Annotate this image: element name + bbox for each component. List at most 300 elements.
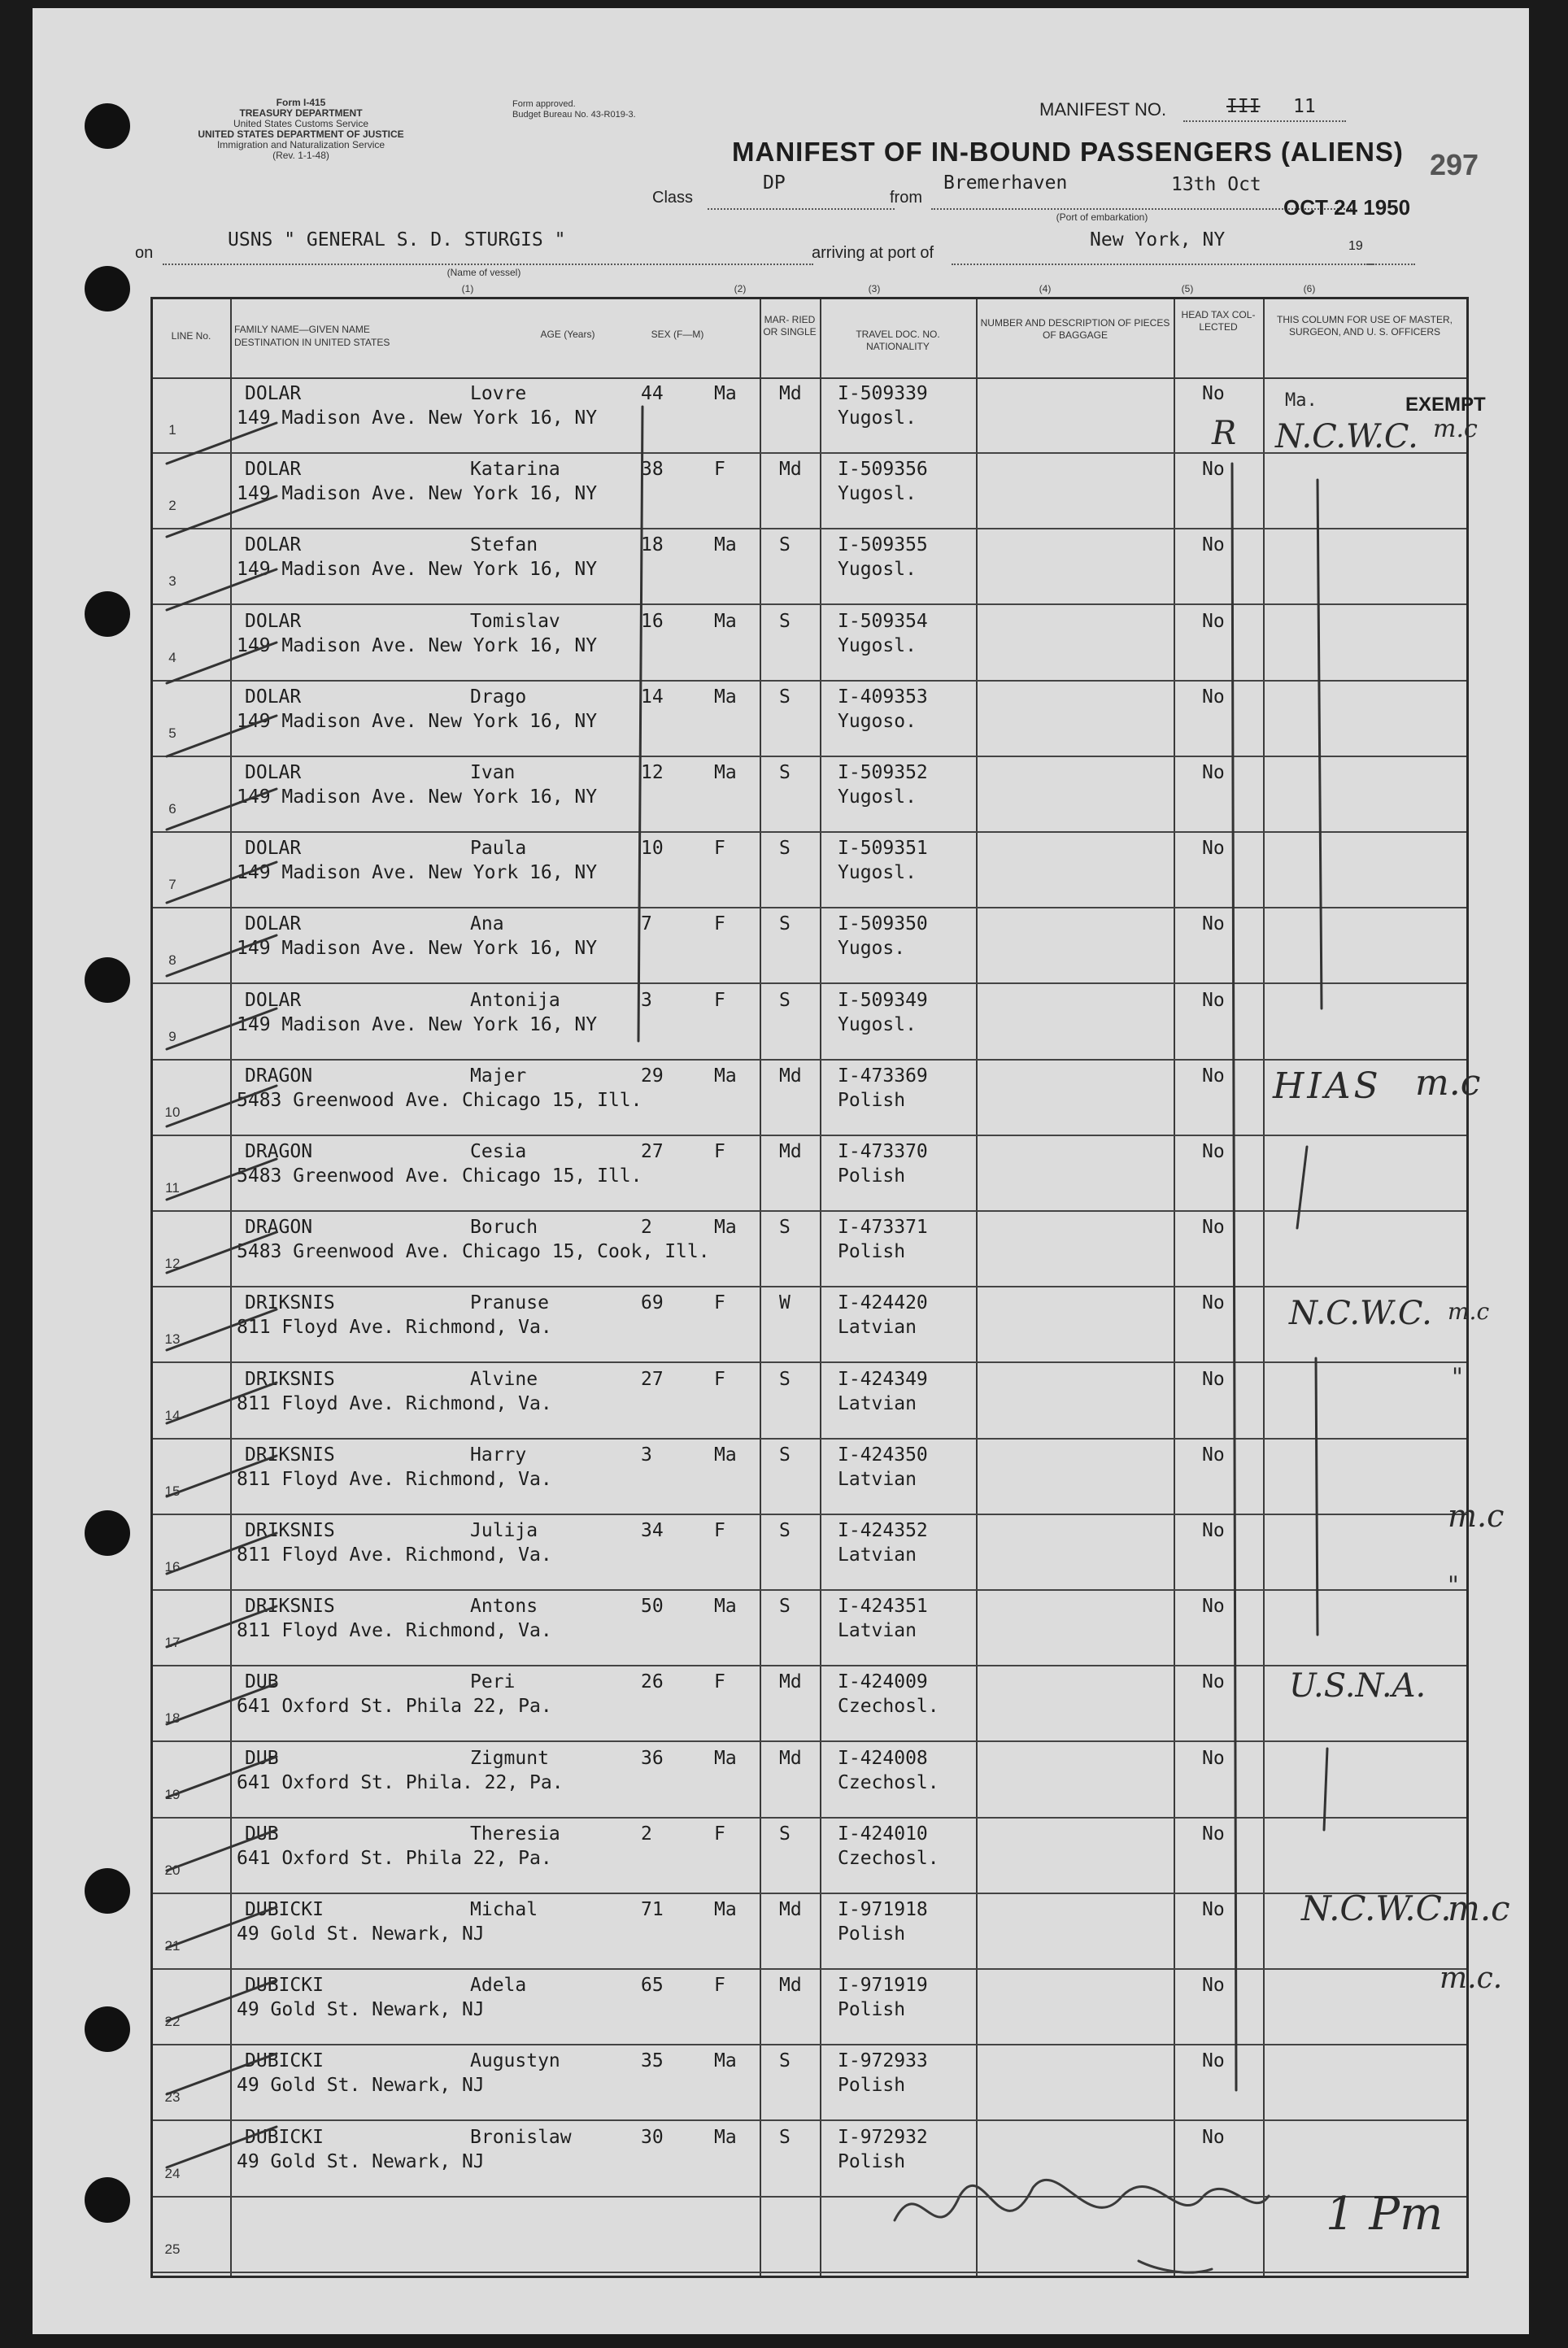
family-name: DRIKSNIS xyxy=(245,1292,335,1314)
destination-address: 149 Madison Ave. New York 16, NY xyxy=(237,862,598,884)
head-tax: No xyxy=(1202,1217,1225,1239)
vessel-caption: (Name of vessel) xyxy=(446,267,521,278)
destination-address: 811 Floyd Ave. Richmond, Va. xyxy=(237,1620,552,1642)
hdr-line: LINE No. xyxy=(171,330,211,342)
head-tax: No xyxy=(1202,913,1225,935)
sex-cell: Ma xyxy=(714,1065,737,1087)
note-ditto-2: " xyxy=(1448,1571,1459,1600)
travel-doc-number: I-473369 xyxy=(838,1065,928,1087)
page-number-stamp: 297 xyxy=(1430,148,1479,181)
manifest-page xyxy=(33,8,1529,2334)
year-prefix: 19 xyxy=(1348,239,1363,253)
head-tax: No xyxy=(1202,610,1225,632)
line-number: 11 xyxy=(165,1180,180,1196)
head-tax: No xyxy=(1202,762,1225,783)
travel-doc-number: I-424009 xyxy=(838,1671,928,1693)
sex-cell: Ma xyxy=(714,1596,737,1618)
line-number: 17 xyxy=(164,1635,181,1651)
budget-bureau: Budget Bureau No. 43-R019-3. xyxy=(512,110,636,120)
age-cell: 50 xyxy=(641,1596,664,1618)
line-number: 19 xyxy=(164,1786,181,1802)
age-cell: 12 xyxy=(641,762,664,783)
sex-cell: Ma xyxy=(714,1899,737,1920)
line-number: 23 xyxy=(164,2089,181,2106)
manifest-no-struck: III xyxy=(1226,96,1261,117)
family-name: DUBICKI xyxy=(245,1899,324,1920)
given-name: Zigmunt xyxy=(470,1747,549,1769)
destination-address: 49 Gold St. Newark, NJ xyxy=(237,2150,485,2172)
sex-cell: F xyxy=(714,1823,725,1845)
travel-doc-number: I-424008 xyxy=(838,1747,928,1769)
age-cell: 16 xyxy=(641,610,664,632)
destination-address: 811 Floyd Ave. Richmond, Va. xyxy=(237,1544,552,1566)
nationality: Yugosl. xyxy=(838,483,917,505)
marital-status: Md xyxy=(779,459,802,481)
given-name: Paula xyxy=(470,838,527,860)
head-tax: No xyxy=(1202,534,1225,556)
nationality: Latvian xyxy=(838,1620,917,1642)
head-tax: No xyxy=(1202,1368,1225,1390)
note-mc-5: m.c xyxy=(1448,1888,1510,1928)
col-num-2: (2) xyxy=(734,283,747,294)
arrival-port: New York, NY xyxy=(1090,229,1226,250)
given-name: Peri xyxy=(470,1671,516,1693)
marital-status: S xyxy=(779,1368,791,1390)
line-number: 3 xyxy=(168,573,176,590)
destination-address: 149 Madison Ave. New York 16, NY xyxy=(237,786,598,808)
given-name: Cesia xyxy=(470,1141,527,1162)
given-name: Katarina xyxy=(470,459,560,481)
destination-address: 149 Madison Ave. New York 16, NY xyxy=(237,634,598,656)
given-name: Ana xyxy=(470,913,504,935)
nationality: Yugosl. xyxy=(838,1013,917,1035)
given-name: Tomislav xyxy=(470,610,560,632)
treasury-dept: TREASURY DEPARTMENT xyxy=(239,107,363,119)
family-name: DRIKSNIS xyxy=(245,1444,335,1466)
family-name: DOLAR xyxy=(245,989,302,1011)
sex-cell: F xyxy=(714,1292,725,1314)
col-num-1: (1) xyxy=(461,283,474,294)
age-cell: 2 xyxy=(641,1217,652,1239)
head-tax: No xyxy=(1202,838,1225,860)
destination-address: 641 Oxford St. Phila 22, Pa. xyxy=(237,1696,552,1718)
destination-address: 5483 Greenwood Ave. Chicago 15, Cook, Ill. xyxy=(237,1241,710,1263)
destination-address: 49 Gold St. Newark, NJ xyxy=(237,1999,485,2021)
exempt-stamp: EXEMPT xyxy=(1405,394,1486,416)
sex-cell: Ma xyxy=(714,1747,737,1769)
sex-cell: Ma xyxy=(714,2050,737,2072)
family-name: DUBICKI xyxy=(245,2050,324,2072)
travel-doc-number: I-424420 xyxy=(838,1292,928,1314)
sex-cell: F xyxy=(714,913,725,935)
pen-marks xyxy=(33,8,1529,2334)
age-cell: 36 xyxy=(641,1747,664,1769)
line-number: 5 xyxy=(168,725,176,741)
travel-doc-number: I-509351 xyxy=(838,838,928,860)
given-name: Pranuse xyxy=(470,1292,549,1314)
nationality: Czechosl. xyxy=(838,1696,939,1718)
destination-address: 149 Madison Ave. New York 16, NY xyxy=(237,407,598,429)
given-name: Adela xyxy=(470,1975,527,1997)
travel-doc-number: I-424350 xyxy=(838,1444,928,1466)
line-number: 13 xyxy=(164,1331,181,1348)
line-number: 10 xyxy=(164,1104,181,1120)
head-tax: No xyxy=(1202,989,1225,1011)
family-name: DRIKSNIS xyxy=(245,1368,335,1390)
sex-cell: F xyxy=(714,1141,725,1162)
nationality: Czechosl. xyxy=(838,1771,939,1793)
age-cell: 10 xyxy=(641,838,664,860)
head-tax: No xyxy=(1202,1671,1225,1693)
col-num-6: (6) xyxy=(1303,283,1316,294)
family-name: DRAGON xyxy=(245,1065,313,1087)
on-label: on xyxy=(135,244,154,262)
destination-address: 5483 Greenwood Ave. Chicago 15, Ill. xyxy=(237,1089,642,1111)
age-cell: 27 xyxy=(641,1141,664,1162)
destination-address: 811 Floyd Ave. Richmond, Va. xyxy=(237,1468,552,1490)
travel-doc-number: I-971918 xyxy=(838,1899,928,1920)
destination-address: 811 Floyd Ave. Richmond, Va. xyxy=(237,1317,552,1339)
travel-doc-number: I-509339 xyxy=(838,383,928,404)
head-tax: No xyxy=(1202,1292,1225,1314)
given-name: Julija xyxy=(470,1520,538,1541)
age-cell: 65 xyxy=(641,1975,664,1997)
hdr-baggage: NUMBER AND DESCRIPTION OF PIECES OF BAGGAGE xyxy=(980,317,1170,341)
line-number: 22 xyxy=(164,2014,181,2030)
destination-address: 149 Madison Ave. New York 16, NY xyxy=(237,1013,598,1035)
family-name: DRIKSNIS xyxy=(245,1520,335,1541)
note-mc-3: m.c xyxy=(1448,1298,1490,1325)
given-name: Alvine xyxy=(470,1368,538,1390)
age-cell: 30 xyxy=(641,2126,664,2148)
head-tax: No xyxy=(1202,1141,1225,1162)
family-name: DRAGON xyxy=(245,1141,313,1162)
line-number: 20 xyxy=(164,1862,181,1878)
note-usna: U.S.N.A. xyxy=(1289,1667,1426,1705)
age-cell: 69 xyxy=(641,1292,664,1314)
line-number: 2 xyxy=(168,498,176,514)
nationality: Polish xyxy=(838,1923,906,1945)
marital-status: S xyxy=(779,1444,791,1466)
nationality: Yugosl. xyxy=(838,634,917,656)
marital-status: S xyxy=(779,989,791,1011)
travel-doc-number: I-424352 xyxy=(838,1520,928,1541)
from-label: from xyxy=(890,189,922,207)
age-cell: 7 xyxy=(641,913,652,935)
nationality: Polish xyxy=(838,1089,906,1111)
nationality: Polish xyxy=(838,1165,906,1187)
note-hias: HIAS xyxy=(1273,1065,1382,1107)
sex-cell: Ma xyxy=(714,610,737,632)
family-name: DOLAR xyxy=(245,838,302,860)
marital-status: S xyxy=(779,1823,791,1845)
hdr-officers: THIS COLUMN FOR USE OF MASTER, SURGEON, AND U. S. OFFICERS xyxy=(1276,314,1453,338)
destination-address: 811 Floyd Ave. Richmond, Va. xyxy=(237,1392,552,1414)
travel-doc-number: I-509354 xyxy=(838,610,928,632)
sex-cell: Ma xyxy=(714,2126,737,2148)
marital-status: S xyxy=(779,610,791,632)
sex-cell: F xyxy=(714,838,725,860)
form-number: Form I-415 xyxy=(276,97,326,108)
ins-service: Immigration and Naturalization Service xyxy=(216,139,385,150)
nationality: Latvian xyxy=(838,1317,917,1339)
arrival-date-stamp: OCT 24 1950 xyxy=(1283,195,1411,220)
line-number: 12 xyxy=(164,1256,181,1272)
nationality: Yugosl. xyxy=(838,862,917,884)
destination-address: 49 Gold St. Newark, NJ xyxy=(237,2075,485,2097)
head-tax: No xyxy=(1202,2050,1225,2072)
family-name: DUB xyxy=(245,1747,279,1769)
hdr-sex: SEX (F—M) xyxy=(651,329,704,340)
marital-status: Md xyxy=(779,1065,802,1087)
age-cell: 34 xyxy=(641,1520,664,1541)
family-name: DUBICKI xyxy=(245,1975,324,1997)
hdr-dest: DESTINATION IN UNITED STATES xyxy=(234,337,390,348)
given-name: Bronislaw xyxy=(470,2126,572,2148)
marital-status: S xyxy=(779,2050,791,2072)
line-number: 25 xyxy=(164,2241,181,2257)
line-number: 7 xyxy=(168,877,176,893)
marital-status: Md xyxy=(779,1671,802,1693)
line-number: 15 xyxy=(164,1483,181,1499)
destination-address: 641 Oxford St. Phila. 22, Pa. xyxy=(237,1771,564,1793)
family-name: DUB xyxy=(245,1671,279,1693)
travel-doc-number: I-424351 xyxy=(838,1596,928,1618)
age-cell: 2 xyxy=(641,1823,652,1845)
col-num-4: (4) xyxy=(1039,283,1052,294)
sex-cell: F xyxy=(714,989,725,1011)
age-cell: 27 xyxy=(641,1368,664,1390)
head-tax: No xyxy=(1202,1065,1225,1087)
head-tax: No xyxy=(1202,686,1225,708)
hdr-age: AGE (Years) xyxy=(540,329,595,340)
family-name: DOLAR xyxy=(245,459,302,481)
family-name: DUBICKI xyxy=(245,2126,324,2148)
line-number: 8 xyxy=(168,952,176,969)
marital-status: S xyxy=(779,1520,791,1541)
head-tax: No xyxy=(1202,2126,1225,2148)
note-mc-6: m.c. xyxy=(1440,1962,1503,1995)
given-name: Boruch xyxy=(470,1217,538,1239)
travel-doc-number: I-473370 xyxy=(838,1141,928,1162)
nationality: Polish xyxy=(838,1241,906,1263)
hdr-tax: HEAD TAX COL- LECTED xyxy=(1181,309,1256,333)
sex-cell: Ma xyxy=(714,534,737,556)
given-name: Stefan xyxy=(470,534,538,556)
age-cell: 29 xyxy=(641,1065,664,1087)
marital-status: S xyxy=(779,534,791,556)
embark-caption: (Port of embarkation) xyxy=(1056,211,1148,223)
page-title: MANIFEST OF IN-BOUND PASSENGERS (ALIENS) xyxy=(732,137,1404,167)
nationality: Yugoso. xyxy=(838,710,917,732)
manifest-no-value: 11 xyxy=(1293,96,1316,117)
embark-date: 13th Oct xyxy=(1171,174,1261,195)
line-number: 18 xyxy=(164,1710,181,1727)
destination-address: 641 Oxford St. Phila 22, Pa. xyxy=(237,1847,552,1869)
family-name: DOLAR xyxy=(245,686,302,708)
marital-status: Md xyxy=(779,1899,802,1920)
sex-cell: Ma xyxy=(714,1217,737,1239)
nationality: Yugosl. xyxy=(838,559,917,581)
hdr-married: MAR- RIED OR SINGLE xyxy=(763,314,817,338)
travel-doc-number: I-971919 xyxy=(838,1975,928,1997)
note-mc-2: m.c xyxy=(1415,1062,1481,1104)
age-cell: 26 xyxy=(641,1671,664,1693)
manifest-no-label: MANIFEST NO. xyxy=(1039,99,1167,120)
given-name: Lovre xyxy=(470,383,527,404)
marital-status: Md xyxy=(779,1747,802,1769)
travel-doc-number: I-473371 xyxy=(838,1217,928,1239)
hdr-travel: TRAVEL DOC. NO. NATIONALITY xyxy=(856,329,940,352)
travel-doc-number: I-424010 xyxy=(838,1823,928,1845)
embark-port: Bremerhaven xyxy=(943,172,1068,194)
arriving-label: arriving at port of xyxy=(812,244,934,262)
family-name: DOLAR xyxy=(245,383,302,404)
marital-status: S xyxy=(779,1217,791,1239)
given-name: Michal xyxy=(470,1899,538,1920)
travel-doc-number: I-972932 xyxy=(838,2126,928,2148)
travel-doc-number: I-509352 xyxy=(838,762,928,783)
travel-doc-number: I-509356 xyxy=(838,459,928,481)
sex-cell: F xyxy=(714,1520,725,1541)
line-number: 1 xyxy=(168,422,176,438)
head-tax: No xyxy=(1202,1444,1225,1466)
line-number: 21 xyxy=(164,1938,181,1954)
nationality: Latvian xyxy=(838,1392,917,1414)
age-cell: 38 xyxy=(641,459,664,481)
travel-doc-number: I-509349 xyxy=(838,989,928,1011)
line-number: 6 xyxy=(168,801,176,817)
col-num-3: (3) xyxy=(868,283,881,294)
line-number: 24 xyxy=(164,2165,181,2181)
destination-address: 49 Gold St. Newark, NJ xyxy=(237,1923,485,1945)
head-tax: No xyxy=(1202,1975,1225,1997)
given-name: Theresia xyxy=(470,1823,560,1845)
destination-address: 149 Madison Ave. New York 16, NY xyxy=(237,938,598,960)
sex-cell: F xyxy=(714,459,725,481)
customs-service: United States Customs Service xyxy=(233,118,369,129)
family-name: DOLAR xyxy=(245,610,302,632)
family-name: DOLAR xyxy=(245,762,302,783)
family-name: DRAGON xyxy=(245,1217,313,1239)
form-approved: Form approved. xyxy=(512,99,576,109)
age-cell: 18 xyxy=(641,534,664,556)
class-value: DP xyxy=(763,172,786,194)
given-name: Harry xyxy=(470,1444,527,1466)
sex-cell: Ma xyxy=(714,686,737,708)
marital-status: S xyxy=(779,762,791,783)
travel-doc-number: I-424349 xyxy=(838,1368,928,1390)
nationality: Czechosl. xyxy=(838,1847,939,1869)
nationality: Polish xyxy=(838,2150,906,2172)
travel-doc-number: I-509350 xyxy=(838,913,928,935)
age-cell: 71 xyxy=(641,1899,664,1920)
vessel-name: USNS " GENERAL S. D. STURGIS " xyxy=(228,229,566,250)
given-name: Ivan xyxy=(470,762,516,783)
head-tax: No xyxy=(1202,1747,1225,1769)
class-label: Class xyxy=(652,189,694,207)
nationality: Yugosl. xyxy=(838,786,917,808)
note-ncwc-1: N.C.W.C. xyxy=(1275,418,1418,455)
destination-address: 149 Madison Ave. New York 16, NY xyxy=(237,710,598,732)
marital-status: S xyxy=(779,686,791,708)
given-name: Majer xyxy=(470,1065,527,1087)
note-ma: Ma. xyxy=(1285,390,1318,411)
marital-status: Md xyxy=(779,383,802,404)
note-mc-4: m.c xyxy=(1448,1498,1505,1534)
col-num-5: (5) xyxy=(1181,283,1194,294)
family-name: DOLAR xyxy=(245,913,302,935)
sex-cell: Ma xyxy=(714,762,737,783)
destination-address: 149 Madison Ave. New York 16, NY xyxy=(237,483,598,505)
given-name: Drago xyxy=(470,686,527,708)
age-cell: 3 xyxy=(641,989,652,1011)
age-cell: 14 xyxy=(641,686,664,708)
line-number: 9 xyxy=(168,1028,176,1044)
travel-doc-number: I-509355 xyxy=(838,534,928,556)
note-ncwc-2: N.C.W.C. xyxy=(1289,1295,1432,1332)
head-tax: No xyxy=(1202,1899,1225,1920)
head-tax: No xyxy=(1202,459,1225,481)
note-mc-1: m.c xyxy=(1433,415,1478,443)
justice-dept: UNITED STATES DEPARTMENT OF JUSTICE xyxy=(198,129,404,140)
sex-cell: Ma xyxy=(714,383,737,404)
marital-status: Md xyxy=(779,1141,802,1162)
nationality: Polish xyxy=(838,2075,906,2097)
head-tax: No xyxy=(1202,1520,1225,1541)
line-number: 4 xyxy=(168,649,176,665)
age-cell: 3 xyxy=(641,1444,652,1466)
nationality: Latvian xyxy=(838,1468,917,1490)
marital-status: S xyxy=(779,913,791,935)
marital-status: W xyxy=(779,1292,791,1314)
family-name: DUB xyxy=(245,1823,279,1845)
nationality: Yugosl. xyxy=(838,407,917,429)
head-tax: No xyxy=(1202,383,1225,404)
head-tax: No xyxy=(1202,1823,1225,1845)
sex-cell: F xyxy=(714,1975,725,1997)
nationality: Yugos. xyxy=(838,938,906,960)
hdr-name: FAMILY NAME—GIVEN NAME xyxy=(234,324,370,335)
form-revision: (Rev. 1-1-48) xyxy=(272,150,329,161)
sex-cell: F xyxy=(714,1671,725,1693)
given-name: Augustyn xyxy=(470,2050,560,2072)
nationality: Polish xyxy=(838,1999,906,2021)
marital-status: Md xyxy=(779,1975,802,1997)
line-number: 14 xyxy=(164,1407,181,1423)
head-tax: No xyxy=(1202,1596,1225,1618)
family-name: DRIKSNIS xyxy=(245,1596,335,1618)
marital-status: S xyxy=(779,1596,791,1618)
sex-cell: F xyxy=(714,1368,725,1390)
note-r: R xyxy=(1212,415,1237,452)
destination-address: 5483 Greenwood Ave. Chicago 15, Ill. xyxy=(237,1165,642,1187)
age-cell: 35 xyxy=(641,2050,664,2072)
marital-status: S xyxy=(779,838,791,860)
note-pm: 1 Pm xyxy=(1326,2188,1444,2241)
given-name: Antonija xyxy=(470,989,560,1011)
age-cell: 44 xyxy=(641,383,664,404)
travel-doc-number: I-972933 xyxy=(838,2050,928,2072)
marital-status: S xyxy=(779,2126,791,2148)
family-name: DOLAR xyxy=(245,534,302,556)
given-name: Antons xyxy=(470,1596,538,1618)
note-ncwc-3: N.C.W.C. xyxy=(1301,1888,1452,1928)
travel-doc-number: I-409353 xyxy=(838,686,928,708)
nationality: Latvian xyxy=(838,1544,917,1566)
line-number: 16 xyxy=(164,1559,181,1575)
sex-cell: Ma xyxy=(714,1444,737,1466)
